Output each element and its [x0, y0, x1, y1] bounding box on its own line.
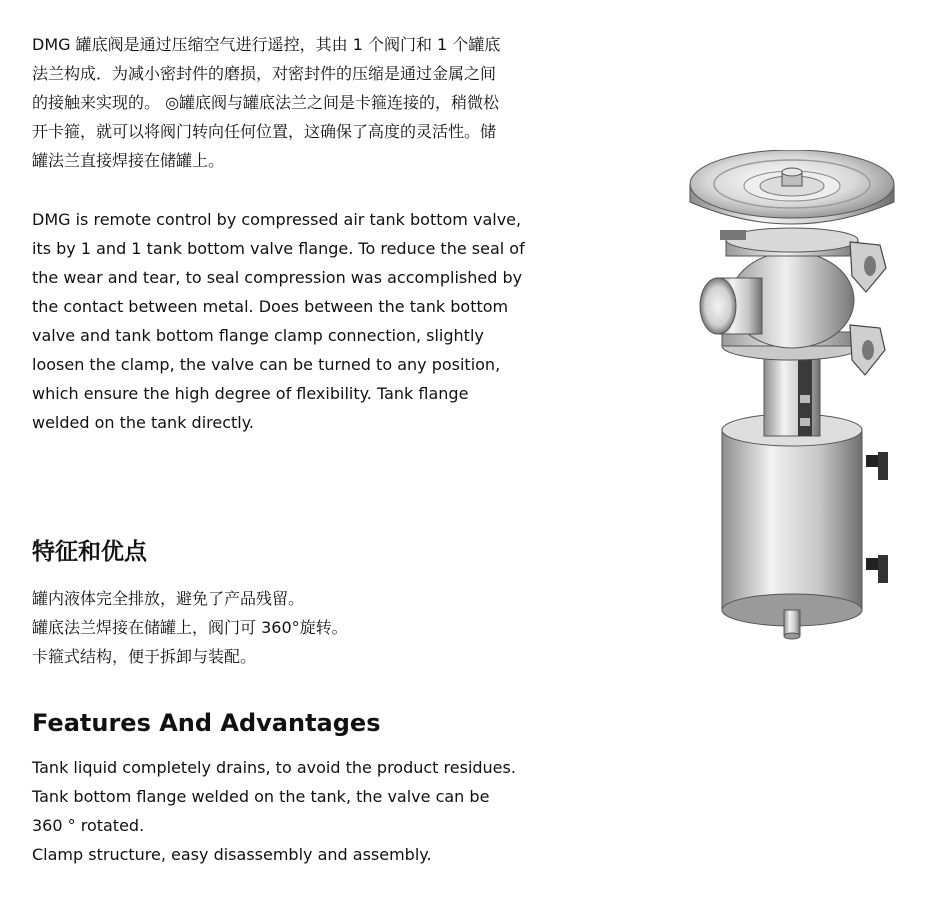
- intro-paragraph-en: DMG is remote control by compressed air tank bottom valve, its by 1 and 1 tank bottom valve flange. To reduce the seal of the wear and tear, to seal compression was accomplished by the contact between metal. Does between the tank bottom valve and tank bottom flange clamp connection, slightly loosen the clamp, the valve can be turned to any position, which ensure the high degree of flexibility. Tank flange welded on the tank directly.: [32, 210, 525, 432]
- features-heading-cn: 特征和优点: [32, 539, 147, 565]
- valve-illustration: [680, 150, 920, 650]
- features-list-cn: [32, 584, 552, 671]
- features-list-en: [32, 753, 532, 869]
- feature-item-en: Tank bottom flange welded on the tank, the valve can be 360 ° rotated.: [32, 787, 490, 835]
- valve-body: [700, 252, 854, 348]
- valve-product-image: [680, 150, 920, 650]
- feature-item-cn: 罐内液体完全排放，避免了产品残留。: [32, 589, 305, 608]
- intro-section: [32, 30, 532, 437]
- air-fitting-icon: [866, 452, 888, 583]
- actuator-cylinder: [722, 414, 862, 639]
- tank-flange: [690, 150, 894, 224]
- feature-item-en: Clamp structure, easy disassembly and assembly.: [32, 845, 432, 864]
- feature-item-en: Tank liquid completely drains, to avoid the product residues.: [32, 758, 516, 777]
- features-heading-en: Features And Advantages: [32, 709, 381, 737]
- valve-stem: [764, 350, 820, 436]
- feature-item-cn: 罐底法兰焊接在储罐上，阀门可 360°旋转。: [32, 618, 348, 637]
- feature-item-cn: 卡箍式结构，便于拆卸与装配。: [32, 647, 257, 666]
- intro-paragraph-cn: DMG 罐底阀是通过压缩空气进行遥控，其由 1 个阀门和 1 个罐底 法兰构成．为减小密封件的磨损，对密封件的压缩是通过金属之间 的接触来实现的。 ◎罐底阀与罐底法兰之间是卡箍连接的，稍微松 开卡箍，就可以将阀门转向任何位置，这确保了高度的灵活性。储 罐法兰直接焊接在储罐上。: [32, 35, 501, 170]
